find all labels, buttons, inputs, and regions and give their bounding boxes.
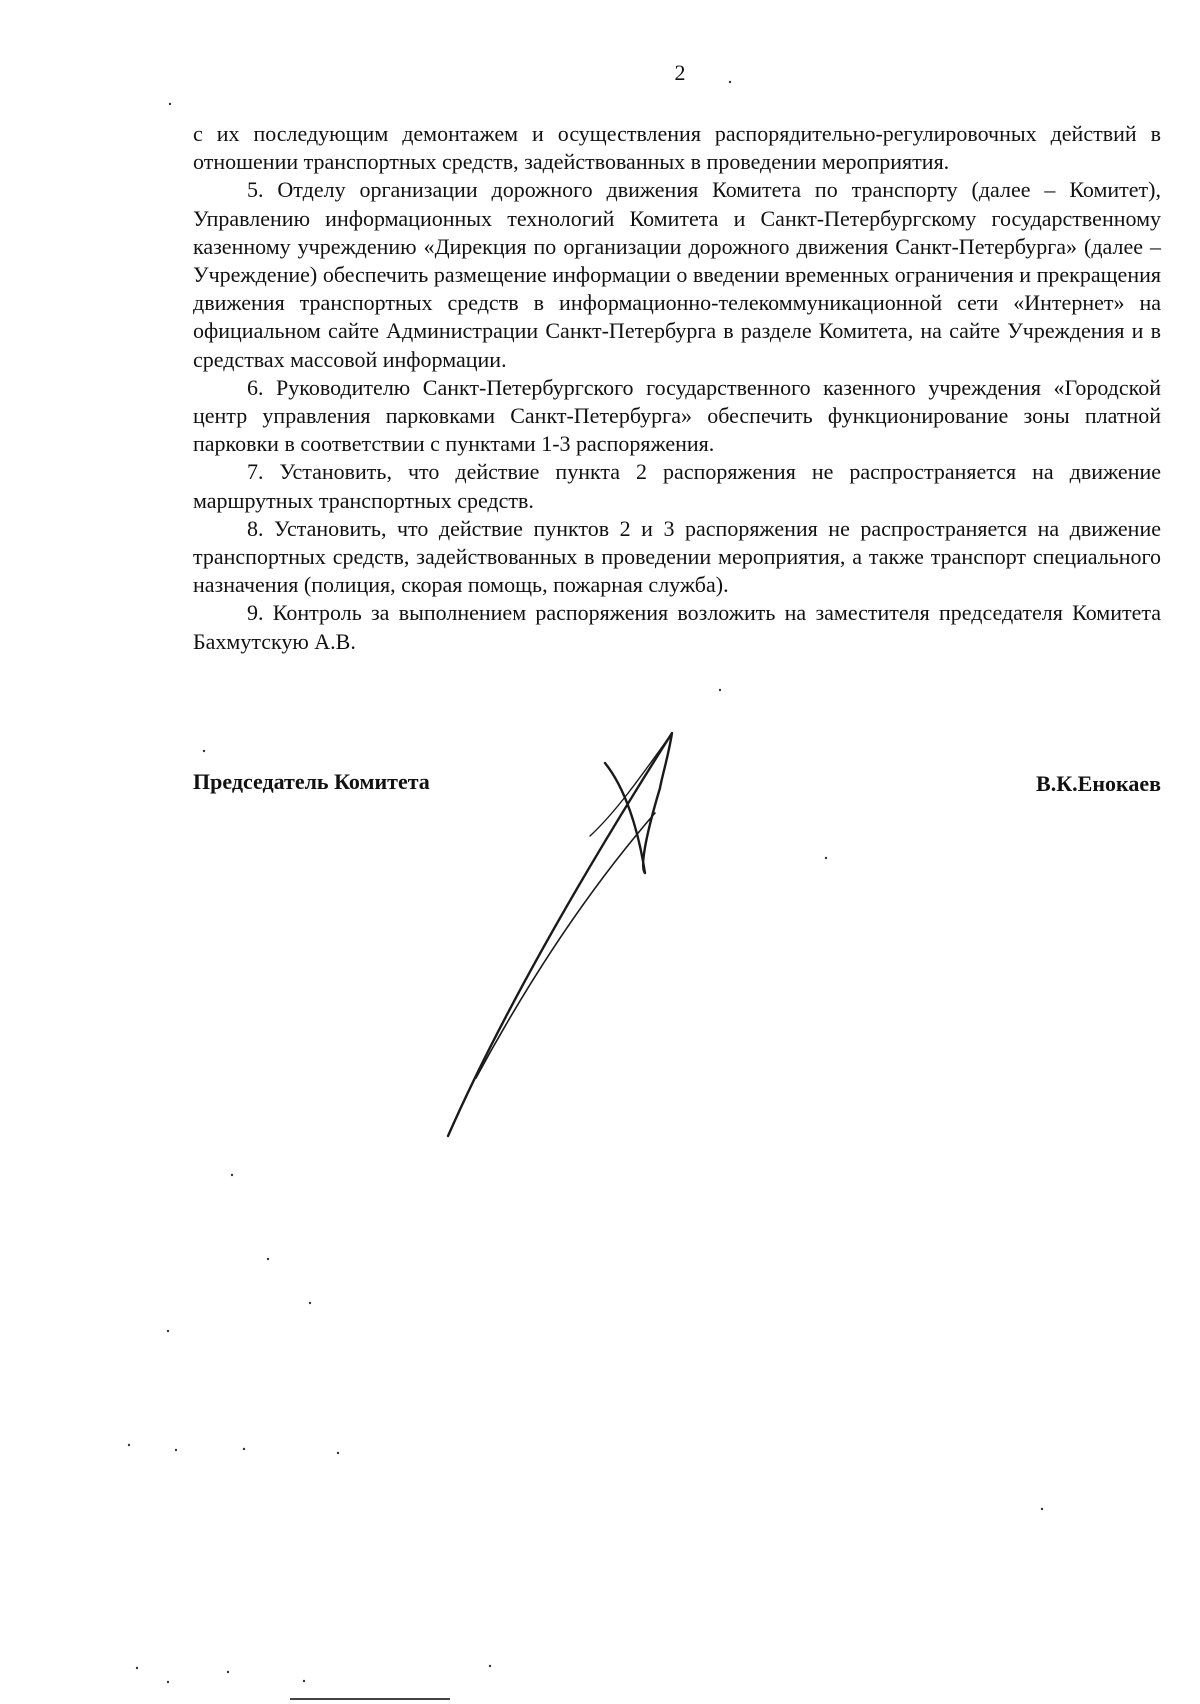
signatory-position: Председатель Комитета bbox=[193, 769, 430, 794]
signatory-name: В.К.Енокаев bbox=[1036, 771, 1161, 796]
paragraph-continuation: с их последующим демонтажем и осуществления распорядительно-регулировочных действий в отношении транспортных средств, задействованных в проведении мероприятия. bbox=[193, 121, 1161, 175]
paragraph-6: 6. Руководителю Санкт-Петербургского государственного казенного учреждения «Городской центр управления парковками Санкт-Петербурга» обеспечить функционирование зоны платной парковки в соответствии с пунктами 1-3 распоряжения. bbox=[193, 374, 1161, 457]
paragraph-9: 9. Контроль за выполнением распоряжения возложить на заместителя председателя Комитета Бахмутскую А.В. bbox=[193, 600, 1161, 654]
page-number: 2 bbox=[674, 60, 686, 85]
paragraph-8: 8. Установить, что действие пунктов 2 и 3 распоряжения не распространяется на движение транспортных средств, задействованных в проведении мероприятия, а также транспорт специального назначения (полиция, скорая помощь, пожарная служба). bbox=[193, 515, 1161, 598]
paragraph-7: 7. Установить, что действие пункта 2 распоряжения не распространяется на движение маршрутных транспортных средств. bbox=[193, 459, 1161, 513]
bottom-edge-line bbox=[290, 1698, 450, 1700]
paragraph-5: 5. Отделу организации дорожного движения Комитета по транспорту (далее – Комитет), Управлению информационных технологий Комитета и Санкт-Петербургскому государственному казенному учреждению «Дирекция по организации дорожного движения Санкт-Петербурга» (далее – Учреждение) обеспечить размещение информации о введении временных ограничения и прекращения движения транспортных средств в информационно-телекоммуникационной сети «Интернет» на официальном сайте Администрации Санкт-Петербурга в разделе Комитета, на сайте Учреждения и в средствах массовой информации. bbox=[193, 177, 1161, 372]
